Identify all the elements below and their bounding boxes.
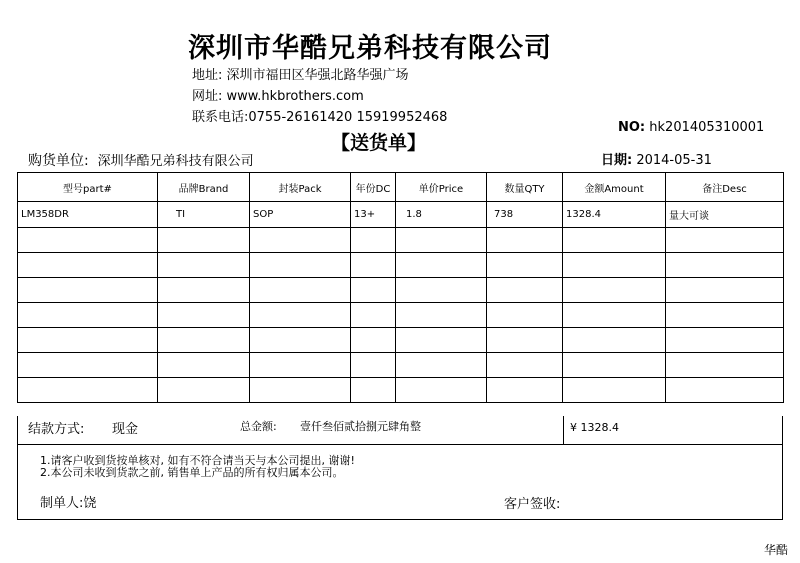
table-row — [18, 202, 784, 228]
table-cell — [666, 253, 784, 278]
notes-box — [17, 444, 783, 520]
column-header-dc: 年份DC — [351, 173, 396, 202]
column-header-qty: 数量QTY — [487, 173, 563, 202]
table-cell — [250, 228, 351, 253]
table-cell — [396, 253, 487, 278]
column-header-brand: 品牌Brand — [158, 173, 250, 202]
table-cell — [666, 378, 784, 403]
table-cell — [250, 303, 351, 328]
table-row — [18, 303, 784, 328]
table-cell — [563, 278, 666, 303]
table-cell — [666, 328, 784, 353]
table-cell — [666, 303, 784, 328]
payment-method-label: 结款方式: — [28, 422, 85, 437]
items-table — [17, 172, 784, 403]
table-cell — [563, 228, 666, 253]
table-cell — [18, 303, 158, 328]
column-header-price: 单价Price — [396, 173, 487, 202]
table-cell — [250, 353, 351, 378]
table-cell — [250, 328, 351, 353]
summary-divider — [563, 416, 564, 444]
summary-row — [17, 416, 783, 445]
table-cell — [250, 378, 351, 403]
total-amount-words: 壹仟叁佰贰拾捌元肆角整 — [300, 420, 421, 433]
table-cell: 1328.4 — [563, 202, 666, 228]
column-header-amount: 金额Amount — [563, 173, 666, 202]
document-number — [618, 120, 764, 135]
table-row — [18, 228, 784, 253]
table-row — [18, 328, 784, 353]
table-cell: 738 — [487, 202, 563, 228]
buyer-value: 深圳华酷兄弟科技有限公司 — [97, 154, 254, 169]
footer-mark: 华酷 — [764, 543, 789, 557]
table-cell — [487, 228, 563, 253]
column-header-pack: 封装Pack — [250, 173, 351, 202]
table-cell — [351, 303, 396, 328]
document-number-value: hk201405310001 — [649, 120, 765, 135]
table-row — [18, 278, 784, 303]
table-cell: 1.8 — [396, 202, 487, 228]
table-cell — [487, 303, 563, 328]
table-cell — [158, 278, 250, 303]
table-cell — [563, 253, 666, 278]
table-cell — [18, 228, 158, 253]
table-cell — [351, 278, 396, 303]
table-row — [18, 353, 784, 378]
table-cell — [396, 353, 487, 378]
table-cell — [18, 253, 158, 278]
table-cell — [18, 328, 158, 353]
table-cell — [351, 328, 396, 353]
table-cell — [396, 378, 487, 403]
date-value: 2014-05-31 — [636, 153, 712, 168]
table-cell — [563, 378, 666, 403]
table-cell: TI — [158, 202, 250, 228]
table-cell — [666, 353, 784, 378]
company-phone: 联系电话:0755-26161420 15919952468 — [192, 110, 448, 125]
document-maker: 制单人:饶 — [40, 496, 97, 511]
table-cell — [250, 278, 351, 303]
document-number-label: NO: — [618, 120, 646, 135]
table-row — [18, 378, 784, 403]
table-cell: SOP — [250, 202, 351, 228]
table-cell — [18, 378, 158, 403]
table-cell: 量大可谈 — [666, 202, 784, 228]
payment-method-value: 现金 — [112, 422, 139, 437]
table-cell — [351, 253, 396, 278]
table-cell — [351, 228, 396, 253]
table-cell: 13+ — [351, 202, 396, 228]
table-cell — [563, 303, 666, 328]
table-row — [18, 253, 784, 278]
document-date — [601, 149, 712, 168]
total-amount-number: ¥ 1328.4 — [570, 421, 619, 434]
company-name: 深圳市华酷兄弟科技有限公司 — [188, 33, 552, 64]
table-cell — [158, 253, 250, 278]
table-cell — [396, 228, 487, 253]
table-cell — [18, 353, 158, 378]
table-cell — [487, 253, 563, 278]
customer-signature-label: 客户签收: — [504, 497, 561, 512]
table-cell — [396, 303, 487, 328]
table-cell — [158, 228, 250, 253]
column-header-desc: 备注Desc — [666, 173, 784, 202]
table-cell — [396, 278, 487, 303]
table-cell — [666, 278, 784, 303]
note-line-1: 1.请客户收到货按单核对, 如有不符合请当天与本公司提出, 谢谢! — [40, 454, 355, 467]
table-cell — [18, 278, 158, 303]
company-website: 网址: www.hkbrothers.com — [192, 89, 364, 104]
note-line-2: 2.本公司未收到货款之前, 销售单上产品的所有权归属本公司。 — [40, 466, 344, 479]
table-cell — [666, 228, 784, 253]
column-header-part: 型号part# — [18, 173, 158, 202]
total-amount-label: 总金额: — [240, 420, 277, 433]
table-cell — [158, 353, 250, 378]
table-cell: LM358DR — [18, 202, 158, 228]
table-header-row — [18, 173, 784, 202]
table-cell — [158, 328, 250, 353]
table-cell — [250, 253, 351, 278]
table-cell — [487, 278, 563, 303]
table-cell — [396, 328, 487, 353]
table-cell — [487, 353, 563, 378]
company-address: 地址: 深圳市福田区华强北路华强广场 — [192, 68, 409, 83]
table-cell — [487, 328, 563, 353]
table-cell — [487, 378, 563, 403]
table-cell — [158, 303, 250, 328]
buyer-label: 购货单位: — [28, 153, 89, 169]
table-cell — [563, 353, 666, 378]
table-cell — [563, 328, 666, 353]
table-cell — [351, 378, 396, 403]
document-title: 【送货单】 — [331, 132, 427, 154]
buyer — [28, 150, 254, 170]
table-cell — [351, 353, 396, 378]
table-cell — [158, 378, 250, 403]
date-label: 日期: — [601, 153, 633, 168]
